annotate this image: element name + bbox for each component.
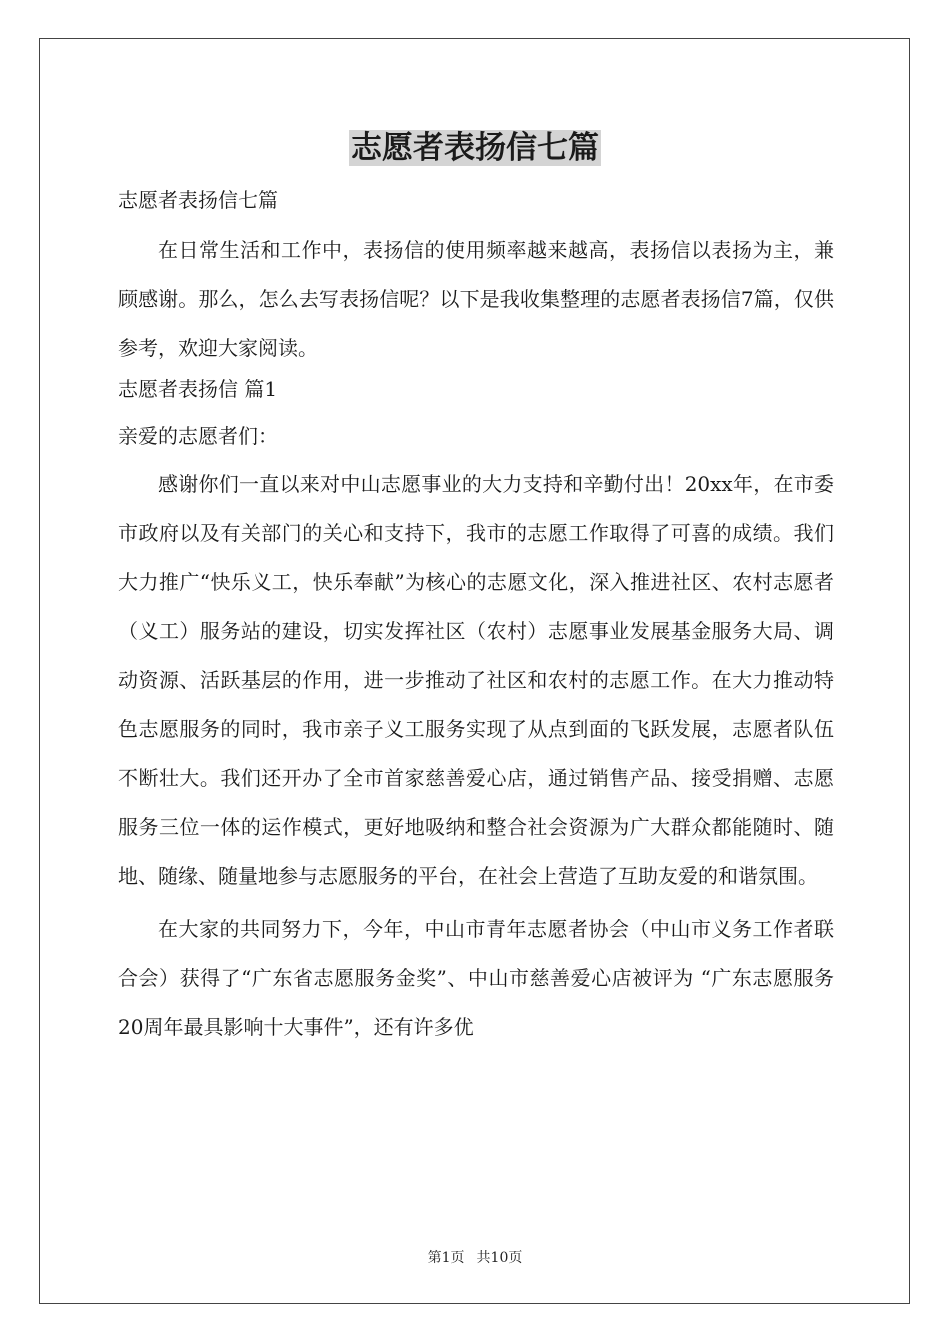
document-body (118, 180, 834, 1052)
page-footer (0, 1247, 950, 1267)
section-heading: 志愿者表扬信 篇1 (118, 377, 278, 401)
page-total: 共10页 (476, 1250, 523, 1266)
document-title-text: 志愿者表扬信七篇 (351, 130, 599, 166)
salutation: 亲爱的志愿者们： (118, 424, 278, 448)
intro-paragraph: 在日常生活和工作中，表扬信的使用频率越来越高，表扬信以表扬为主，兼顾感谢。那么，怎么去写表扬信呢？以下是我收集整理的志愿者表扬信7篇，仅供参考，欢迎大家阅读。 (118, 238, 834, 360)
body-paragraph: 在大家的共同努力下，今年，中山市青年志愿者协会（中山市义务工作者联合会）获得了“广东省志愿服务金奖”、中山市慈善爱心店被评为 “广东志愿服务20周年最具影响十大事件”，还有许多优 (118, 917, 834, 1039)
body-paragraph: 感谢你们一直以来对中山志愿事业的大力支持和辛勤付出！20xx年，在市委市政府以及有关部门的关心和支持下，我市的志愿工作取得了可喜的成绩。我们大力推广“快乐义工，快乐奉献”为核心的志愿文化，深入推进社区、农村志愿者（义工）服务站的建设，切实发挥社区（农村）志愿事业发展基金服务大局、调动资源、活跃基层的作用，进一步推动了社区和农村的志愿工作。在大力推动特色志愿服务的同时，我市亲子义工服务实现了从点到面的飞跃发展，志愿者队伍不断壮大。我们还开办了全市首家慈善爱心店，通过销售产品、接受捐赠、志愿服务三位一体的运作模式，更好地吸纳和整合社会资源为广大群众都能随时、随地、随缘、随量地参与志愿服务的平台，在社会上营造了互助友爱的和谐氛围。 (118, 472, 834, 888)
page-number: 第1页 (427, 1250, 465, 1266)
document-title (0, 128, 950, 168)
document-subtitle: 志愿者表扬信七篇 (118, 188, 278, 212)
